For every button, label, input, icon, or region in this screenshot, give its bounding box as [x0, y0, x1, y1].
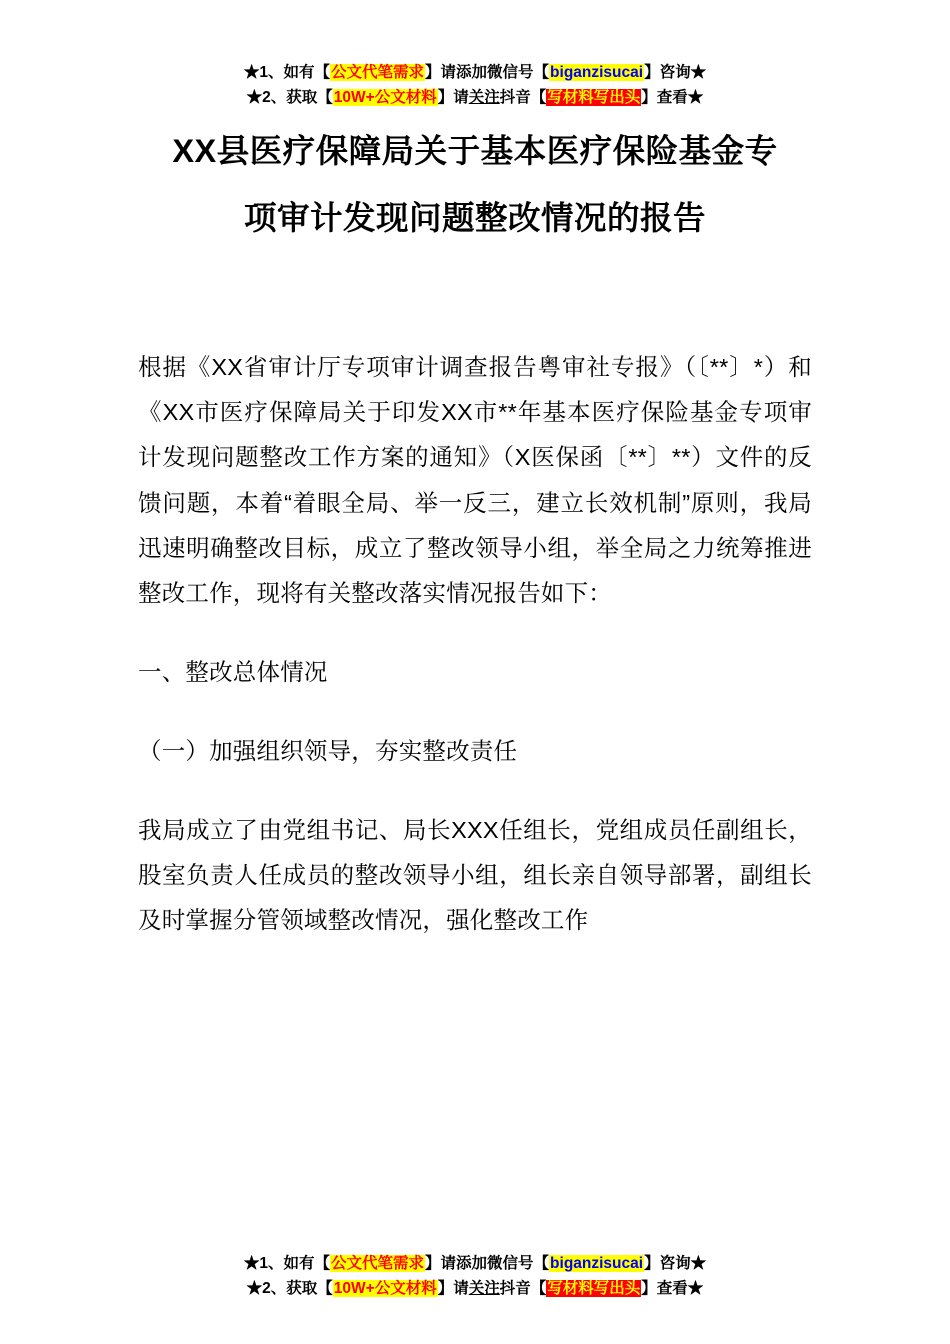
- promo-line-2: [0, 85, 950, 110]
- promo-line-2-mid-3: 】查看★: [641, 1279, 704, 1297]
- promo-line-2-highlight-1: 10W+公文材料: [333, 1279, 437, 1297]
- promo-line-1: [0, 60, 950, 85]
- page-title-line-2: 项审计发现问题整改情况的报告: [243, 199, 706, 236]
- promo-line-2-prefix: ★2、获取【: [246, 89, 333, 107]
- promo-line-1: [0, 1251, 950, 1276]
- promo-line-2-mid-1: 】请: [437, 89, 469, 107]
- promo-line-2-highlight-2: 写材料写出头: [547, 1279, 641, 1297]
- promo-line-1-highlight-1: 公文代笔需求: [331, 1254, 425, 1272]
- promo-line-2-underline: 关注: [468, 1279, 500, 1297]
- promo-line-2-underline: 关注: [468, 89, 500, 107]
- promo-line-2-mid-2: 抖音【: [499, 89, 547, 107]
- page-title: [138, 0, 812, 251]
- promo-line-1-prefix: ★1、如有【: [243, 1254, 331, 1272]
- document-body: [138, 251, 812, 943]
- section-heading-1: 一、整改总体情况: [138, 658, 328, 685]
- promo-line-1-highlight-2: biganzisucai: [550, 64, 644, 81]
- promo-line-1-mid-2: 】咨询★: [644, 64, 707, 81]
- promo-line-1-highlight-1: 公文代笔需求: [331, 64, 425, 81]
- promo-line-1-prefix: ★1、如有【: [243, 64, 331, 81]
- promo-line-2-mid-2: 抖音【: [499, 1279, 547, 1297]
- body-paragraph: 根据《XX省审计厅专项审计调查报告粤审社专报》（〔**〕*）和《XX市医疗保障局关于印发XX市**年基本医疗保险基金专项审计发现问题整改工作方案的通知》（X医保函〔**〕**）文件的反馈问题，本着“着眼全局、举一反三，建立长效机制”原则，我局迅速明确整改目标，成立了整改领导小组，举全局之力统筹推进整改工作，现将有关整改落实情况报告如下：: [138, 354, 812, 606]
- promo-line-1-mid-1: 】请添加微信号【: [425, 64, 550, 81]
- page-title-line-1: XX县医疗保障局关于基本医疗保险基金专: [172, 133, 778, 169]
- body-paragraph: 我局成立了由党组书记、局长XXX任组长，党组成员任副组长，股室负责人任成员的整改领导小组，组长亲自领导部署，副组长及时掌握分管领域整改情况，强化整改工作: [138, 817, 812, 934]
- promo-line-2-highlight-1: 10W+公文材料: [333, 89, 437, 107]
- promo-line-1-highlight-2: biganzisucai: [550, 1254, 644, 1272]
- promo-line-2-mid-1: 】请: [437, 1279, 469, 1297]
- promo-line-2: [0, 1276, 950, 1301]
- promo-line-1-mid-2: 】咨询★: [644, 1254, 707, 1272]
- promo-line-2-mid-3: 】查看★: [641, 89, 704, 107]
- promo-line-2-prefix: ★2、获取【: [246, 1279, 333, 1297]
- subsection-heading-1-1: （一）加强组织领导，夯实整改责任: [138, 738, 518, 765]
- promo-banner-top: [0, 60, 950, 110]
- promo-line-1-mid-1: 】请添加微信号【: [425, 1254, 550, 1272]
- promo-line-2-highlight-2: 写材料写出头: [547, 89, 641, 107]
- promo-banner-bottom: [0, 1251, 950, 1301]
